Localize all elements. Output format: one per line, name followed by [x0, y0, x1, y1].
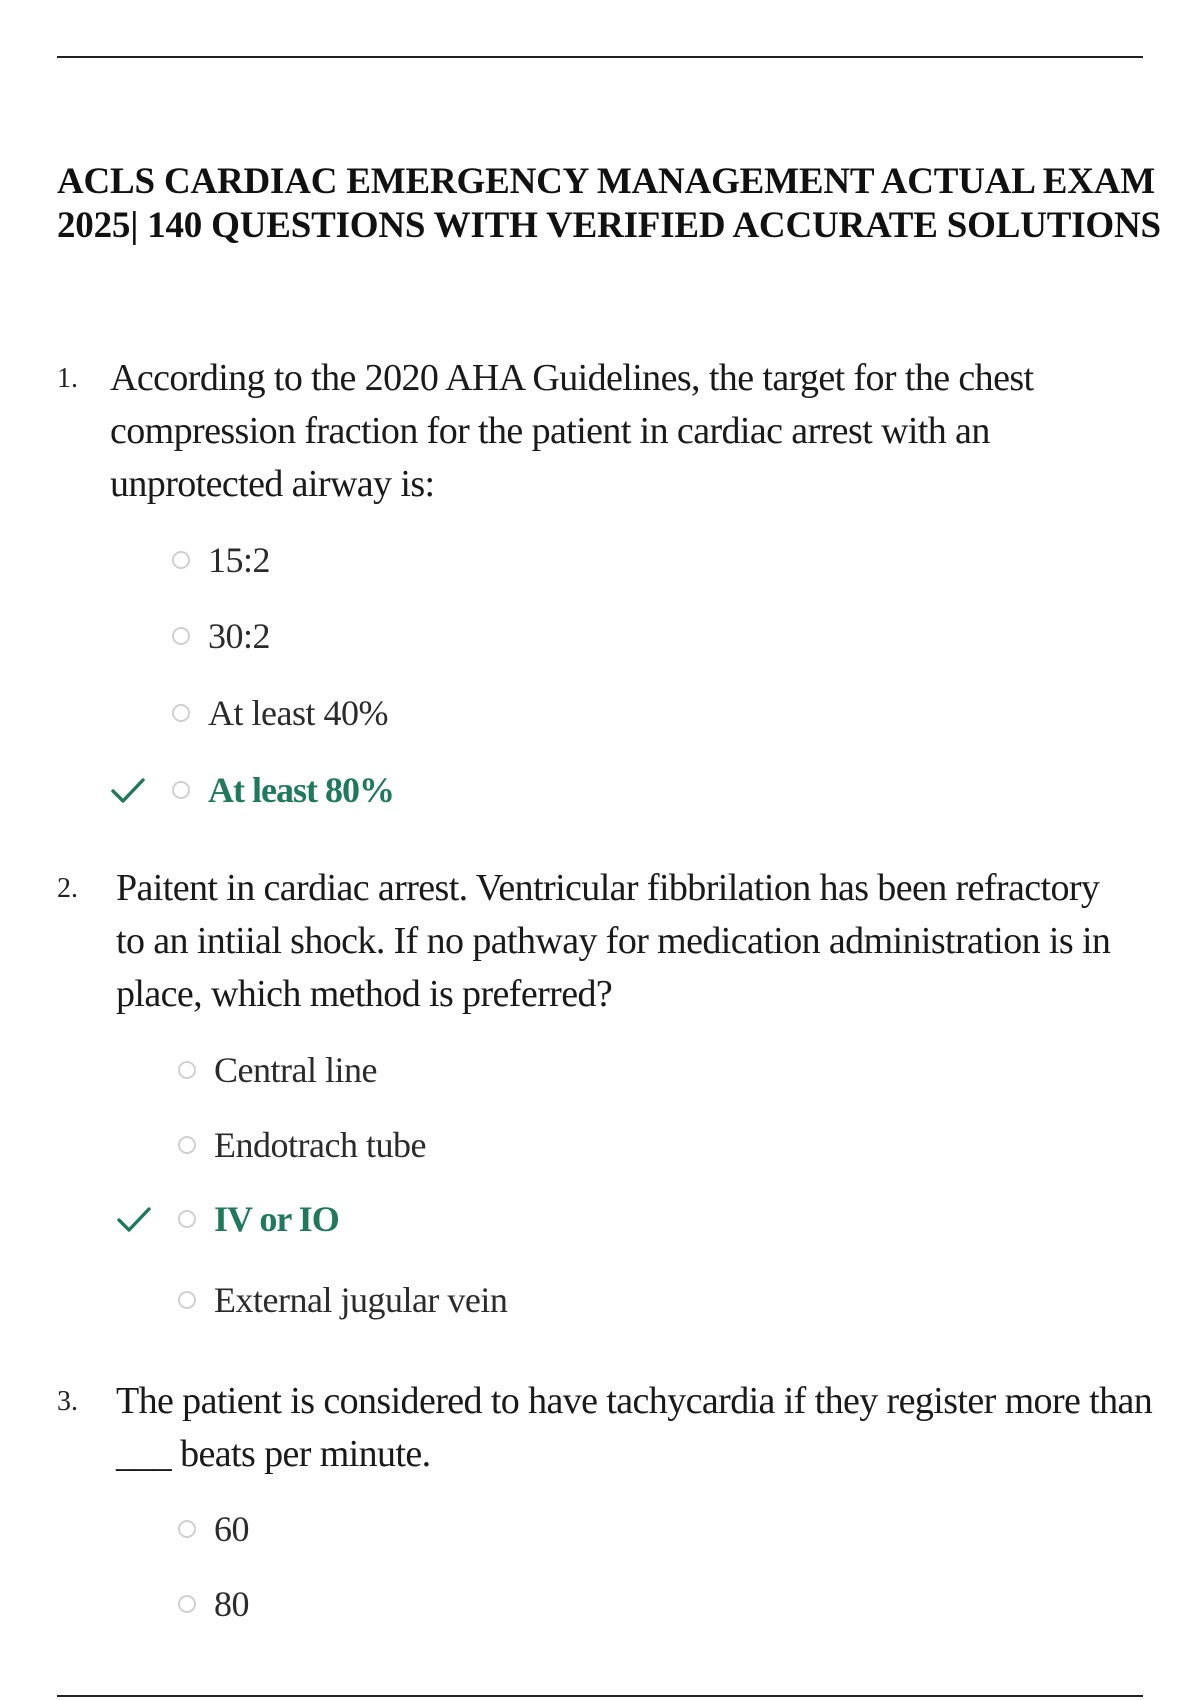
question-text-line: The patient is considered to have tachycardia if they register more than	[116, 1380, 1153, 1422]
question-text-line: Paitent in cardiac arrest. Ventricular fibbrilation has been refractory	[116, 867, 1100, 909]
bottom-rule	[57, 1695, 1143, 1697]
document-title	[57, 160, 1167, 248]
question-number: 2.	[57, 873, 78, 904]
radio-circle-icon[interactable]	[172, 704, 190, 722]
answer-option[interactable]	[172, 536, 270, 584]
question-text-line: unprotected airway is:	[110, 463, 435, 505]
answer-option[interactable]	[172, 689, 388, 737]
answer-option-label: 15:2	[208, 540, 271, 580]
answer-option-label: At least 80%	[208, 770, 394, 810]
answer-option[interactable]	[172, 612, 270, 660]
answer-option-label: Endotrach tube	[214, 1125, 426, 1165]
question-text-line: to an intiial shock. If no pathway for medication administration is in	[116, 920, 1111, 962]
radio-circle-icon[interactable]	[178, 1136, 196, 1154]
question-text-line: place, which method is preferred?	[116, 973, 613, 1015]
answer-option-label: External jugular vein	[214, 1280, 508, 1320]
answer-option-label: 30:2	[208, 616, 271, 656]
answer-option[interactable]	[178, 1505, 249, 1553]
radio-circle-icon[interactable]	[172, 781, 190, 799]
radio-circle-icon[interactable]	[172, 551, 190, 569]
answer-option[interactable]	[178, 1580, 249, 1628]
question-text-line: compression fraction for the patient in cardiac arrest with an	[110, 410, 990, 452]
answer-option[interactable]	[178, 1046, 377, 1094]
top-rule	[57, 56, 1143, 58]
answer-option-label: 60	[214, 1509, 249, 1549]
answer-option-label: IV or IO	[214, 1199, 339, 1239]
answer-option-correct[interactable]	[172, 766, 394, 814]
checkmark-icon	[110, 776, 146, 806]
question-text-line: ___ beats per minute.	[116, 1433, 431, 1475]
question-number: 3.	[57, 1386, 78, 1417]
radio-circle-icon[interactable]	[178, 1061, 196, 1079]
answer-option-label: At least 40%	[208, 693, 388, 733]
radio-circle-icon[interactable]	[178, 1595, 196, 1613]
answer-option-correct[interactable]	[178, 1195, 339, 1243]
radio-circle-icon[interactable]	[178, 1291, 196, 1309]
question-text	[116, 1375, 1153, 1481]
question-text	[116, 862, 1116, 1021]
radio-circle-icon[interactable]	[178, 1520, 196, 1538]
question-number: 1.	[57, 363, 78, 394]
answer-option-label: Central line	[214, 1050, 377, 1090]
title-line-1: ACLS CARDIAC EMERGENCY MANAGEMENT ACTUAL EXAM	[57, 161, 1155, 202]
radio-circle-icon[interactable]	[178, 1210, 196, 1228]
question-text-line: According to the 2020 AHA Guidelines, the target for the chest	[110, 357, 1034, 399]
answer-option-label: 80	[214, 1584, 249, 1624]
radio-circle-icon[interactable]	[172, 627, 190, 645]
answer-option[interactable]	[178, 1121, 426, 1169]
answer-option[interactable]	[178, 1276, 507, 1324]
checkmark-icon	[116, 1205, 152, 1235]
question-text	[110, 352, 1110, 511]
title-line-2: 2025| 140 QUESTIONS WITH VERIFIED ACCURATE SOLUTIONS	[57, 205, 1161, 246]
